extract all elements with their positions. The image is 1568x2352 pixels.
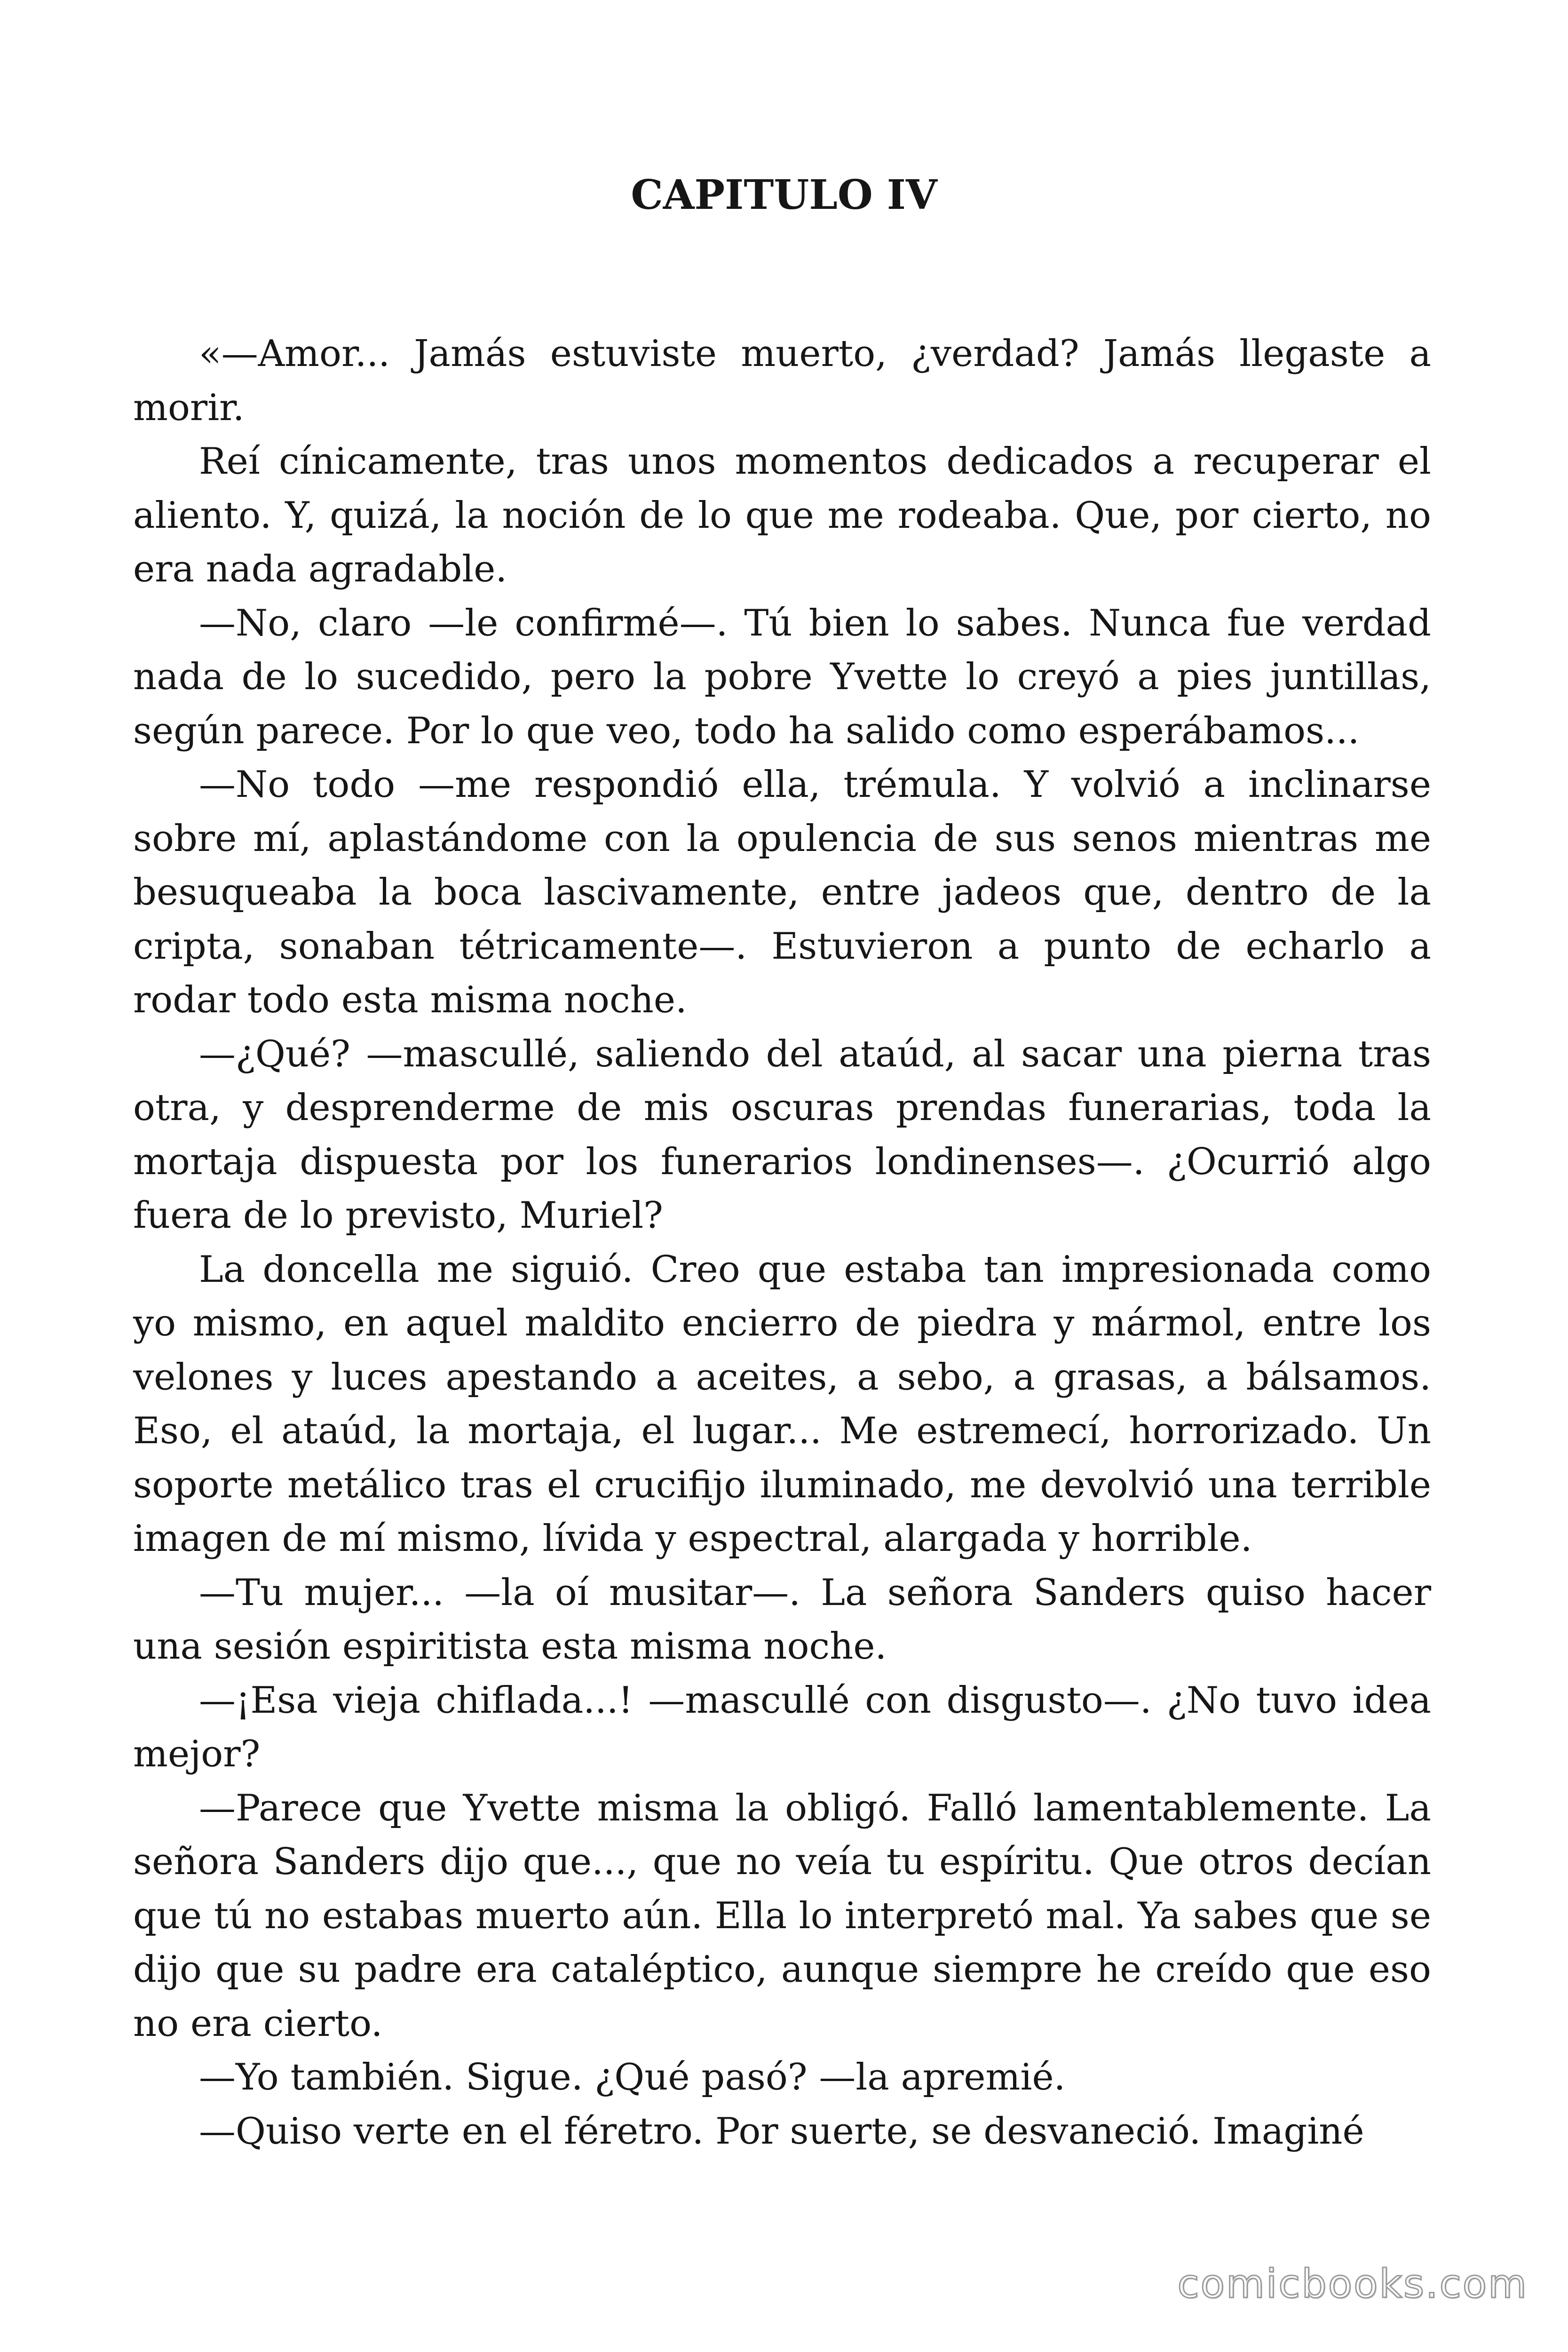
paragraph: Reí cínicamente, tras unos momentos dedicados a recuperar el aliento. Y, quizá, la noción de lo que me rodeaba. Que, por cierto, no era nada agradable. [133,440,1431,590]
paragraph: —¡Esa vieja chiflada...! —mascullé con disgusto—. ¿No tuvo idea mejor? [133,1679,1431,1775]
chapter-title: CAPITULO IV [631,171,937,219]
paragraph: —Parece que Yvette misma la obligó. Falló lamentablemente. La señora Sanders dijo que..., que no veía tu espíritu. Que otros decían que tú no estabas muerto aún. Ella lo interpretó mal. Ya sabes que se dijo que su padre era cataléptico, aunque siempre he creído que eso no era cierto. [133,1787,1431,2045]
paragraph: —Yo también. Sigue. ¿Qué pasó? —la apremié. [199,2056,1066,2098]
watermark: comicbooks.com [1177,2261,1528,2307]
paragraph: —No todo —me respondió ella, trémula. Y volvió a inclinarse sobre mí, aplastándome con la opulencia de sus senos mientras me besuqueaba la boca lascivamente, entre jadeos que, dentro de la cripta, sonaban tétricamente—. Estuvieron a punto de echarlo a rodar todo esta misma noche. [133,763,1431,1021]
paragraph: —¿Qué? —mascullé, saliendo del ataúd, al sacar una pierna tras otra, y desprenderme de mis oscuras prendas funerarias, toda la mortaja dispuesta por los funerarios londinenses—. ¿Ocurrió algo fuera de lo previsto, Muriel? [133,1033,1431,1237]
paragraph: «—Amor... Jamás estuviste muerto, ¿verdad? Jamás llegaste a morir. [133,333,1431,429]
body-text [133,327,1431,2158]
paragraph: La doncella me siguió. Creo que estaba tan impresionada como yo mismo, en aquel maldito encierro de piedra y mármol, entre los velones y luces apestando a aceites, a sebo, a grasas, a bálsamos. Eso, el ataúd, la mortaja, el lugar... Me estremecí, horrorizado. Un soporte metálico tras el crucifijo iluminado, me devolvió una terrible imagen de mí mismo, lívida y espectral, alargada y horrible. [133,1248,1431,1560]
paragraph: —No, claro —le confirmé—. Tú bien lo sabes. Nunca fue verdad nada de lo sucedido, pero la pobre Yvette lo creyó a pies juntillas, según parece. Por lo que veo, todo ha salido como esperábamos... [133,602,1431,752]
paragraph: —Quiso verte en el féretro. Por suerte, se desvaneció. Imaginé [199,2110,1364,2153]
paragraph: —Tu mujer... —la oí musitar—. La señora Sanders quiso hacer una sesión espiritista esta misma noche. [133,1571,1431,1668]
